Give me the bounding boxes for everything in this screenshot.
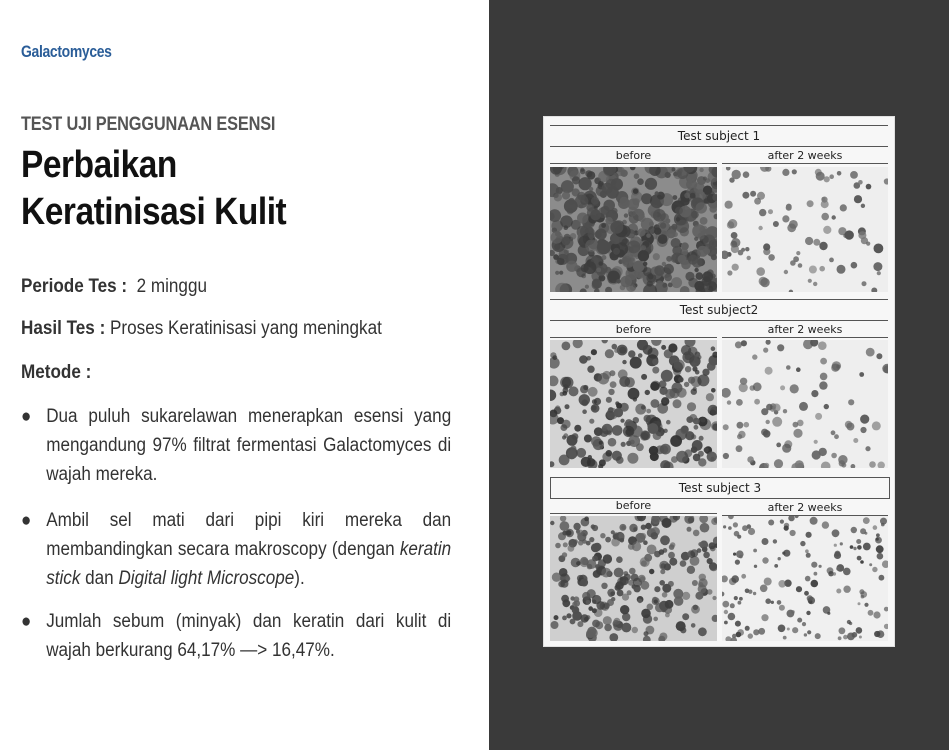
- bullet-text: Ambil sel mati dari pipi kiri mereka dan membandingkan secara makroscopy (dengan keratin stick dan Digital light Microscope).: [46, 510, 452, 589]
- em-keratin-stick: keratin stick: [46, 539, 452, 589]
- periode-label: Periode Tes :: [21, 276, 128, 297]
- brand-name: Galactomyces: [21, 42, 112, 61]
- bullet-icon: ●: [21, 510, 32, 531]
- subject-1-before-caption: before: [550, 149, 717, 164]
- subject-1-header: Test subject 1: [550, 125, 888, 147]
- title-line-2: Keratinisasi Kulit: [21, 191, 287, 233]
- periode-row: [21, 276, 207, 298]
- subject-2-after-image: [722, 340, 888, 468]
- bullet-item: [21, 607, 451, 665]
- bullet-text: Jumlah sebum (minyak) dan keratin dari kulit di wajah berkurang 64,17% —> 16,47%.: [46, 611, 452, 661]
- subject-3-after-image: [722, 516, 888, 641]
- subject-3-before-image: [550, 516, 717, 641]
- subject-1-after-image: [722, 167, 888, 292]
- study-image-panel: [543, 116, 895, 647]
- subject-2-after-caption: after 2 weeks: [722, 323, 888, 338]
- subject-2-before-caption: before: [550, 323, 717, 338]
- bullet-icon: ●: [21, 611, 32, 632]
- subject-2-header: Test subject2: [550, 299, 888, 321]
- bullet-icon: ●: [21, 406, 32, 427]
- bullet-item: [21, 506, 451, 593]
- subject-3-after-caption: after 2 weeks: [722, 501, 888, 516]
- metode-row: [21, 362, 91, 384]
- title-line-1: Perbaikan: [21, 144, 177, 186]
- metode-label: Metode :: [21, 362, 92, 383]
- subject-2-before-image: [550, 340, 717, 468]
- hasil-value: Proses Keratinisasi yang meningkat: [110, 318, 382, 339]
- bullet-text: Dua puluh sukarelawan menerapkan esensi yang mengandung 97% filtrat fermentasi Galactomyces di wajah mereka.: [46, 406, 452, 485]
- bullet-item: [21, 402, 451, 489]
- periode-value: 2 minggu: [136, 276, 207, 297]
- hasil-label: Hasil Tes :: [21, 318, 106, 339]
- subject-1-after-caption: after 2 weeks: [722, 149, 888, 164]
- page-title: [21, 142, 286, 236]
- hasil-row: [21, 318, 382, 340]
- subject-3-header: Test subject 3: [550, 477, 890, 499]
- em-digital-microscope: Digital light Microscope: [118, 568, 295, 589]
- section-eyebrow: TEST UJI PENGGUNAAN ESENSI: [21, 114, 276, 135]
- subject-1-before-image: [550, 167, 717, 292]
- subject-3-before-caption: before: [550, 499, 717, 514]
